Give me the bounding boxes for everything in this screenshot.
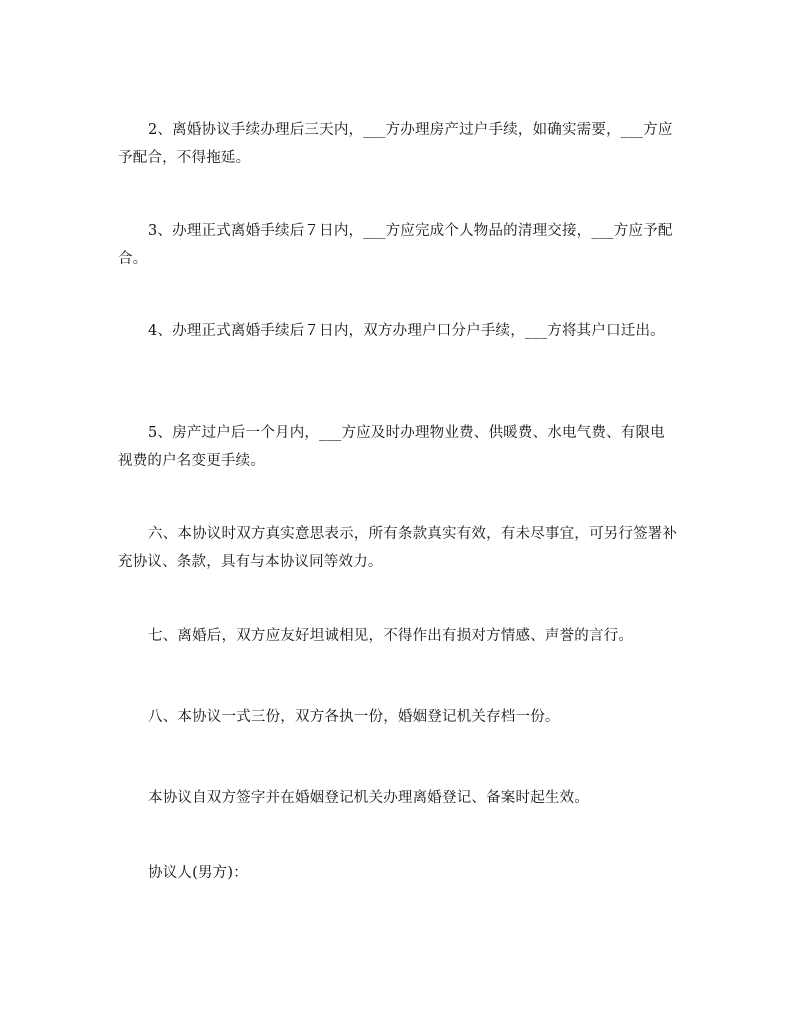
clause-5-utility-transfer: 5、房产过户后一个月内，___方应及时办理物业费、供暖费、水电气费、有限电视费的户名变更手续。 [118,425,665,469]
clause-2-property-transfer: 2、离婚协议手续办理后三天内，___方办理房产过户手续，如确实需要，___方应予配合，不得拖延。 [118,122,673,166]
clause-seven-conduct: 七、离婚后，双方应友好坦诚相见，不得作出有损对方情感、声誉的言行。 [148,628,634,644]
effective-clause: 本协议自双方签字并在婚姻登记机关办理离婚登记、备案时起生效。 [148,790,589,806]
clause-3-personal-items: 3、办理正式离婚手续后７日内，___方应完成个人物品的清理交接，___方应予配合。 [118,223,673,267]
signatory-male-label: 协议人(男方)： [148,865,248,881]
clause-4-household-registration: 4、办理正式离婚手续后７日内，双方办理户口分户手续，___方将其户口迁出。 [148,323,665,339]
clause-eight-copies: 八、本协议一式三份，双方各执一份，婚姻登记机关存档一份。 [148,709,560,725]
clause-six-validity: 六、本协议时双方真实意思表示，所有条款真实有效，有未尽事宜，可另行签署补充协议、条款，具有与本协议同等效力。 [118,526,678,570]
